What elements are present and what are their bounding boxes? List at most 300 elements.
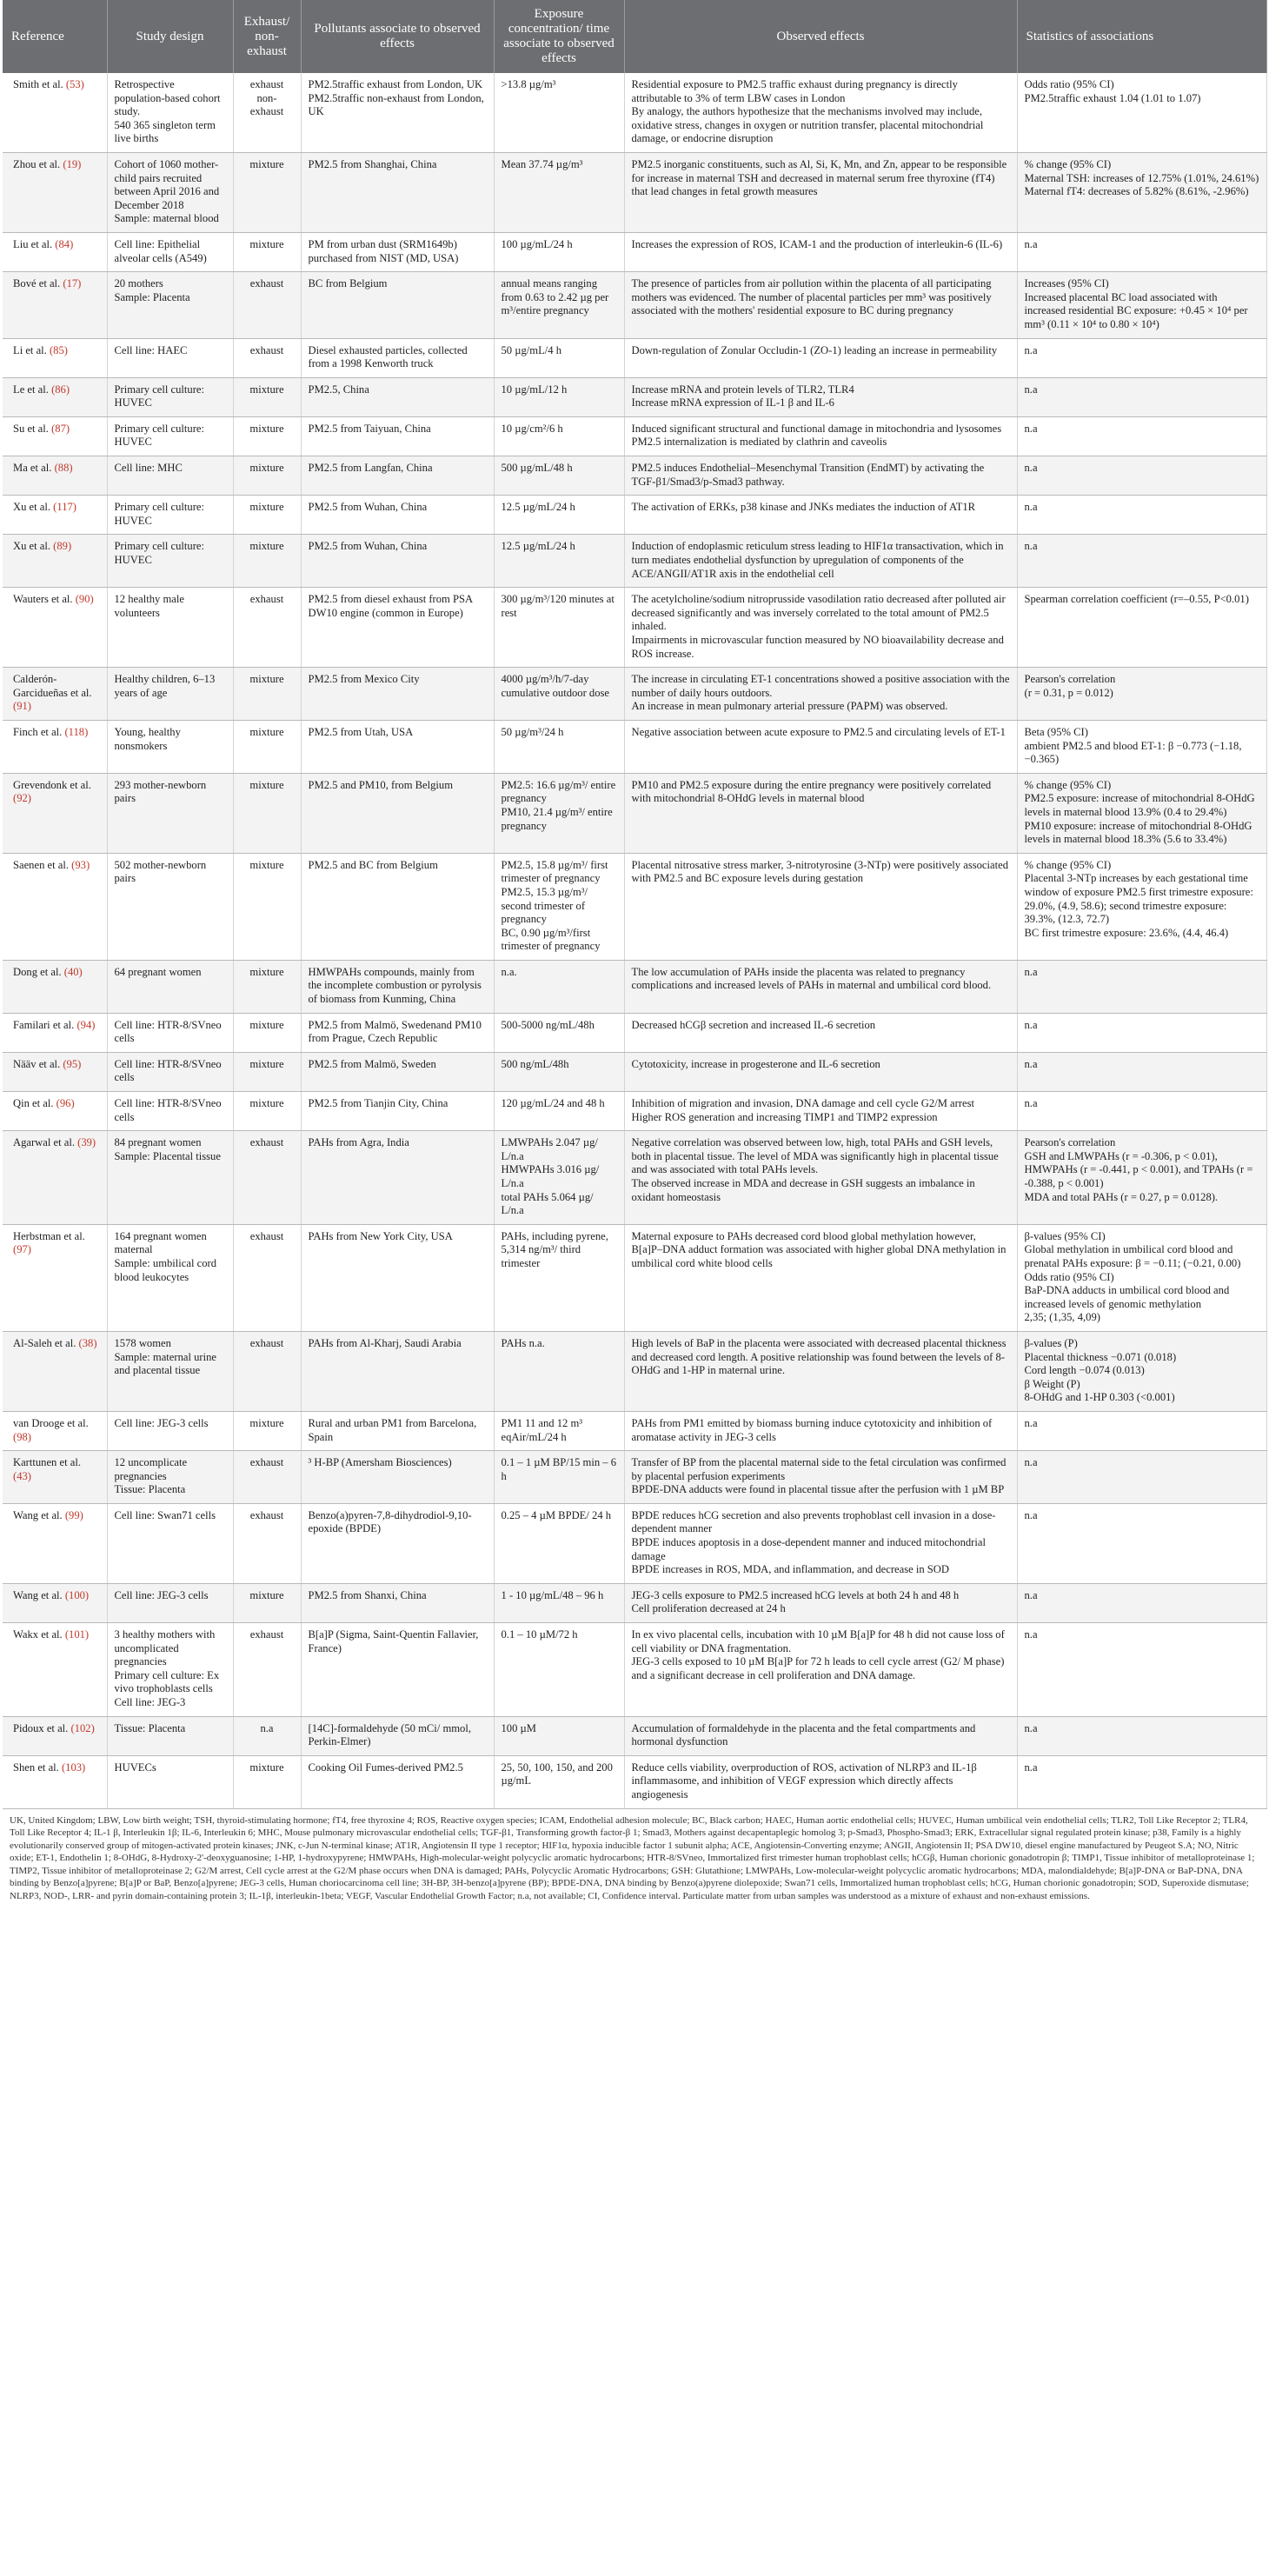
cell-reference (3, 152, 107, 232)
exhaust-type: mixture (249, 1416, 284, 1429)
reference-link[interactable]: (89) (53, 540, 72, 553)
cell-pollutants-line: Cooking Oil Fumes-derived PM2.5 (308, 1761, 463, 1774)
cell-reference (3, 496, 107, 535)
cell-exposure (494, 232, 624, 271)
cell-study-design (107, 377, 233, 416)
reference-link[interactable]: (95) (63, 1057, 82, 1070)
cell-exhaust (233, 1583, 301, 1622)
header-exposure: Exposure concentration/ time associate to observed effects (494, 0, 624, 73)
cell-study-design-line: Tissue: Placenta (114, 1721, 186, 1734)
cell-study-design (107, 338, 233, 377)
reference-text: Saenen et al. (13, 858, 69, 871)
reference-text: Bové et al. (13, 277, 61, 290)
cell-observed-effects-line: Transfer of BP from the placental maternal side to the fetal circulation was confirmed by placental perfusion experiments (631, 1456, 1007, 1482)
cell-pollutants (301, 496, 494, 535)
cell-exposure-line: 500 ng/mL/48h (501, 1057, 569, 1070)
cell-observed-effects-line: The increase in circulating ET-1 concentrations showed a positive association with the number of daily hours outdoors. (631, 673, 1010, 699)
cell-observed-effects-line: An increase in mean pulmonary arterial pressure (PAPM) was observed. (631, 700, 948, 713)
reference-link[interactable]: (118) (64, 725, 89, 738)
cell-exposure-line: 120 µg/mL/24 and 48 h (501, 1097, 605, 1110)
cell-study-design (107, 1331, 233, 1411)
cell-observed-effects-line: Negative association between acute exposure to PM2.5 and circulating levels of ET-1 (631, 725, 1006, 738)
reference-text: Agarwal et al. (13, 1136, 75, 1149)
cell-statistics-line: n.a (1024, 237, 1038, 250)
cell-exhaust (233, 773, 301, 853)
cell-exposure-line: 12.5 µg/mL/24 h (501, 540, 575, 553)
reference-link[interactable]: (90) (75, 593, 94, 606)
reference-link[interactable]: (87) (51, 422, 70, 435)
cell-statistics-line: n.a (1024, 1456, 1038, 1469)
cell-statistics-line: Spearman correlation coefficient (r=–0.55, P<0.01) (1024, 593, 1249, 606)
cell-pollutants-line: Diesel exhausted particles, collected from a 1998 Kenworth truck (308, 343, 468, 370)
cell-study-design-line: Sample: maternal urine and placental tissue (114, 1350, 217, 1377)
cell-statistics-line: n.a (1024, 1628, 1038, 1641)
table-row (3, 232, 1266, 271)
reference-link[interactable]: (101) (64, 1628, 90, 1641)
cell-observed-effects (624, 1092, 1017, 1131)
reference-text: Herbstman et al. (13, 1229, 85, 1242)
reference-link[interactable]: (99) (64, 1508, 83, 1521)
cell-study-design-line: Primary cell culture: HUVEC (114, 501, 205, 527)
cell-exposure-line: 0.1 – 1 µM BP/15 min – 6 h (501, 1456, 617, 1482)
cell-study-design-line: HUVECs (114, 1761, 156, 1774)
reference-link[interactable]: (88) (54, 462, 73, 475)
cell-study-design-line: Sample: Placenta (114, 290, 190, 303)
cell-exhaust (233, 338, 301, 377)
cell-study-design (107, 1092, 233, 1131)
cell-study-design (107, 232, 233, 271)
cell-exhaust (233, 232, 301, 271)
cell-study-design-line: Sample: maternal blood (114, 212, 219, 225)
cell-observed-effects (624, 1224, 1017, 1331)
cell-statistics (1017, 338, 1266, 377)
table-row (3, 1013, 1266, 1052)
table-row (3, 1503, 1266, 1583)
exhaust-type: exhaust (249, 277, 284, 290)
cell-observed-effects (624, 960, 1017, 1013)
cell-statistics (1017, 773, 1266, 853)
table-row (3, 853, 1266, 960)
cell-statistics-line: n.a (1024, 462, 1038, 475)
cell-pollutants-line: PAHs from Al-Kharj, Saudi Arabia (308, 1336, 462, 1349)
cell-statistics (1017, 1331, 1266, 1411)
cell-study-design (107, 535, 233, 588)
reference-text: Pidoux et al. (13, 1721, 69, 1734)
table-row (3, 960, 1266, 1013)
reference-link[interactable]: (103) (61, 1761, 86, 1774)
cell-statistics-line: n.a (1024, 1057, 1038, 1070)
cell-statistics (1017, 1224, 1266, 1331)
cell-exposure (494, 853, 624, 960)
header-pollutants: Pollutants associate to observed effects (301, 0, 494, 73)
cell-exposure (494, 1716, 624, 1755)
cell-reference (3, 1052, 107, 1091)
cell-observed-effects-line: Placental nitrosative stress marker, 3-nitrotyrosine (3-NTp) were positively associated with PM2.5 and BC exposure levels during gestation (631, 858, 1009, 885)
table-row (3, 1583, 1266, 1622)
cell-study-design-line: Young, healthy nonsmokers (114, 725, 181, 752)
cell-exhaust (233, 1411, 301, 1450)
cell-study-design (107, 1013, 233, 1052)
reference-text: Finch et al. (13, 725, 63, 738)
cell-exposure (494, 1013, 624, 1052)
reference-link[interactable]: (43) (13, 1469, 31, 1482)
cell-observed-effects (624, 496, 1017, 535)
cell-exhaust (233, 1503, 301, 1583)
cell-exposure (494, 1503, 624, 1583)
cell-exposure-line: 12.5 µg/mL/24 h (501, 501, 575, 514)
table-row (3, 720, 1266, 773)
cell-statistics-line: Global methylation in umbilical cord blood and prenatal PAHs exposure: β = −0.11; (−0.21, 0.00) (1024, 1243, 1241, 1269)
cell-statistics (1017, 535, 1266, 588)
cell-statistics (1017, 588, 1266, 668)
cell-exposure (494, 1411, 624, 1450)
reference-link[interactable]: (102) (70, 1721, 95, 1734)
cell-statistics-line: MDA and total PAHs (r = 0.27, p = 0.0128). (1024, 1190, 1219, 1203)
cell-exposure (494, 1092, 624, 1131)
reference-text: Qin et al. (13, 1097, 54, 1110)
table-row (3, 73, 1266, 152)
table-row (3, 456, 1266, 496)
cell-study-design (107, 1052, 233, 1091)
cell-reference (3, 1411, 107, 1450)
cell-study-design-line: Cell line: JEG-3 cells (114, 1588, 209, 1601)
cell-exposure-line: PAHs n.a. (501, 1336, 545, 1349)
cell-statistics (1017, 960, 1266, 1013)
cell-observed-effects-line: Increases the expression of ROS, ICAM-1 and the production of interleukin-6 (IL-6) (631, 237, 1003, 250)
cell-observed-effects-line: Increase mRNA and protein levels of TLR2, TLR4 (631, 383, 854, 396)
cell-statistics-line: n.a (1024, 501, 1038, 514)
cell-reference (3, 1503, 107, 1583)
reference-text: Wang et al. (13, 1508, 63, 1521)
cell-study-design-line: 3 healthy mothers with uncomplicated pregnancies (114, 1628, 216, 1668)
cell-statistics-line: PM10 exposure: increase of mitochondrial 8-OHdG levels in maternal blood 18.3% (5.6 to 33.4%) (1024, 819, 1252, 846)
cell-exposure (494, 496, 624, 535)
reference-link[interactable]: (53) (65, 78, 84, 90)
cell-observed-effects (624, 1503, 1017, 1583)
cell-observed-effects-line: JEG-3 cells exposed to 10 µM B[a]P for 72 h leads to cell cycle arrest (G2/ M phase) and a significant decrease in cell proliferation and DNA damage. (631, 1655, 1005, 1681)
cell-statistics (1017, 416, 1266, 456)
cell-study-design (107, 1131, 233, 1225)
cell-study-design (107, 152, 233, 232)
cell-statistics-line: Maternal TSH: increases of 12.75% (1.01%, 24.61%) (1024, 171, 1259, 184)
cell-statistics-line: ambient PM2.5 and blood ET-1: β −0.773 (−1.18, −0.365) (1024, 739, 1242, 766)
cell-pollutants-line: PM2.5 and BC from Belgium (308, 858, 438, 871)
cell-exposure (494, 1224, 624, 1331)
cell-statistics-line: n.a (1024, 1588, 1038, 1601)
cell-study-design (107, 720, 233, 773)
cell-exhaust (233, 377, 301, 416)
cell-exhaust (233, 1131, 301, 1225)
cell-statistics (1017, 456, 1266, 496)
cell-pollutants (301, 1331, 494, 1411)
cell-exhaust (233, 720, 301, 773)
reference-link[interactable]: (38) (78, 1336, 97, 1349)
reference-link[interactable]: (92) (13, 792, 31, 805)
cell-pollutants (301, 272, 494, 338)
cell-observed-effects (624, 456, 1017, 496)
cell-pollutants (301, 456, 494, 496)
cell-observed-effects-line: Cytotoxicity, increase in progesterone and IL-6 secretion (631, 1057, 880, 1070)
cell-exhaust (233, 272, 301, 338)
cell-exhaust (233, 1092, 301, 1131)
cell-pollutants (301, 1411, 494, 1450)
cell-observed-effects (624, 853, 1017, 960)
cell-exposure (494, 588, 624, 668)
cell-exposure-line: 500 µg/mL/48 h (501, 462, 573, 475)
cell-pollutants-line: PAHs from New York City, USA (308, 1229, 453, 1242)
exhaust-type: exhaust (249, 1456, 284, 1469)
cell-pollutants (301, 1503, 494, 1583)
cell-reference (3, 73, 107, 152)
cell-statistics-line: β Weight (P) (1024, 1377, 1080, 1390)
cell-exposure-line: PM2.5: 16.6 µg/m³/ entire pregnancy (501, 778, 616, 805)
cell-reference (3, 535, 107, 588)
cell-statistics-line: n.a (1024, 1761, 1038, 1774)
cell-study-design-line: Primary cell culture: HUVEC (114, 422, 205, 449)
cell-study-design-line: 502 mother-newborn pairs (114, 858, 207, 885)
cell-statistics-line: BaP-DNA adducts in umbilical cord blood and increased levels of genomic methylation (1024, 1284, 1230, 1310)
reference-text: Nääv et al. (13, 1057, 61, 1070)
table-row (3, 152, 1266, 232)
reference-text: Wakx et al. (13, 1628, 63, 1641)
cell-statistics-line: Placental thickness −0.071 (0.018) (1024, 1350, 1177, 1363)
cell-study-design (107, 773, 233, 853)
cell-statistics-line: 2,35; (1,35, 4,09) (1024, 1311, 1100, 1324)
exhaust-type: mixture (249, 965, 284, 978)
reference-link[interactable]: (117) (53, 501, 76, 514)
reference-link[interactable]: (39) (77, 1136, 96, 1149)
table-footnote: UK, United Kingdom; LBW, Low birth weight; TSH, thyroid-stimulating hormone; fT4, free thyroxine 4; ROS, Reactive oxygen species; ICAM, Endothelial adhesion molecule; BC, Black carbon; HAEC, Human aortic endothelial cells; HUVEC, Human umbilical vein endothelial cells; TLR2, Toll Like Receptor 2; TLR4, Toll Like Receptor 4; IL-1 β, Interleukin 1β; IL-6, Interleukin 6; MHC, Mouse pulmonary microvascular endothelial cells; TGF-β1, Transforming growth factor-β 1; Smad3, Mothers against decapentaplegic homolog 3; p-Smad3, Phospho-Smad3; ERK, Extracellular signal regulated protein kinase; p38, Family is a highly evolutionarily conserved group of mitogen-activated protein kinases; JNK, c-Jun N-terminal kinase; AT1R, Angiotensin II type 1 receptor; HIF1α, hypoxia inducible factor 1 subunit alpha; ACE, Angiotensin-Converting enzyme; ANGII, Angiotensin II; PSA DW10, diesel engine manufactured by Peugeot S.A; NO, Nitric oxide; ET-1, Endothelin 1; 8-OHdG, 8-Hydroxy-2'-deoxyguanosine; 1-HP, 1-hydroxypyrene; HMWPAHs, High-molecular-weight polycyclic aromatic hydrocarbons; HTR-8/SVneo, Immortalized first trimester human trophoblast cells; hCGβ, Human chorionic gonadotropin β; TIMP1, Tissue inhibitor of metalloproteinase 1; TIMP2, Tissue inhibitor of metalloproteinase 2; G2/M arrest, Cell cycle arrest at the G2/M phase occurs when DNA is damaged; PAHs, Polycyclic Aromatic Hydrocarbons; GSH: Glutathione; LMWPAHs, Low-molecular-weight polycyclic aromatic hydrocarbons; MDA, malondialdehyde; B[a]P-DNA or BaP-DNA, DNA binding by Benzo[a]pyrene; B[a]P or BaP, Benzo[a]pyrene; JEG-3 cells, Human choriocarcinoma cell line; 3H-BP, 3H-benzo[a]pyrene (BP); BPDE-DNA, DNA binding by Benzo(a)pyrene diolepoxide; Swan71 cells, Immortalized human trophoblast cells; hCG, Human chorionic gonadotropin; SOD, Superoxide dismutase; NLRP3, NOD-, LRR- and pyrin domain-containing protein 3; IL-1β, interleukin-1beta; VEGF, Vascular Endothelial Growth Factor; n.a, not available; CI, Confidence interval. Particulate matter from urban samples was understood as a mixture of exhaust and non-exhaust emissions. (10, 1814, 1255, 1901)
cell-statistics-line: Pearson's correlation (1024, 1136, 1116, 1149)
cell-observed-effects-line: The observed increase in MDA and decrease in GSH suggests an imbalance in oxidant homeostasis (631, 1177, 975, 1203)
cell-statistics-line: n.a (1024, 1721, 1038, 1734)
cell-statistics (1017, 1583, 1266, 1622)
cell-exposure (494, 73, 624, 152)
cell-observed-effects (624, 1716, 1017, 1755)
cell-pollutants (301, 720, 494, 773)
cell-statistics-line: Odds ratio (95% CI) (1024, 1270, 1114, 1283)
cell-exposure (494, 416, 624, 456)
cell-exposure-line: 0.25 – 4 µM BPDE/ 24 h (501, 1508, 612, 1521)
cell-exposure (494, 773, 624, 853)
cell-observed-effects-line: The low accumulation of PAHs inside the placenta was related to pregnancy complications and increased levels of PAHs in maternal and umbilical cord blood. (631, 965, 992, 992)
cell-exhaust (233, 1331, 301, 1411)
cell-pollutants-line: PM2.5 from Langfan, China (308, 462, 433, 475)
cell-statistics (1017, 1451, 1266, 1504)
cell-study-design (107, 853, 233, 960)
reference-text: Dong et al. (13, 965, 62, 978)
cell-study-design-line: Sample: umbilical cord blood leukocytes (114, 1256, 217, 1283)
reference-link[interactable]: (97) (13, 1243, 31, 1256)
cell-statistics-line: n.a (1024, 422, 1038, 435)
cell-observed-effects (624, 588, 1017, 668)
reference-link[interactable]: (40) (63, 965, 83, 978)
cell-observed-effects (624, 272, 1017, 338)
cell-observed-effects-line: The activation of ERKs, p38 kinase and JNKs mediates the induction of AT1R (631, 501, 976, 514)
exhaust-type: exhaust non-exhaust (249, 78, 284, 118)
reference-text: Liu et al. (13, 237, 53, 250)
cell-pollutants-line: PAHs from Agra, India (308, 1136, 409, 1149)
reference-link[interactable]: (96) (56, 1097, 75, 1110)
cell-pollutants-line: PM2.5 and PM10, from Belgium (308, 778, 454, 791)
cell-observed-effects-line: PAHs from PM1 emitted by biomass burning induce cytotoxicity and inhibition of aromatase activity in JEG-3 cells (631, 1416, 993, 1443)
exhaust-type: mixture (249, 237, 284, 250)
reference-link[interactable]: (86) (51, 383, 70, 396)
cell-exposure (494, 1623, 624, 1717)
cell-statistics-line: n.a (1024, 1416, 1038, 1429)
reference-text: Su et al. (13, 422, 49, 435)
cell-pollutants (301, 377, 494, 416)
cell-observed-effects-line: Increase mRNA expression of IL-1 β and IL-6 (631, 396, 834, 409)
cell-observed-effects-line: Maternal exposure to PAHs decreased cord blood global methylation however, B[a]P–DNA adduct formation was associated with higher global DNA methylation in umbilical cord white blood cells (631, 1229, 1007, 1269)
cell-study-design-line: 12 uncomplicate pregnancies (114, 1456, 188, 1482)
reference-link[interactable]: (91) (13, 700, 31, 713)
cell-pollutants-line: PM2.5 from diesel exhaust from PSA DW10 engine (common in Europe) (308, 593, 473, 619)
exhaust-type: mixture (249, 858, 284, 871)
cell-observed-effects (624, 416, 1017, 456)
cell-observed-effects-line: PM10 and PM2.5 exposure during the entire pregnancy were positively correlated with mitochondrial 8-OHdG levels in maternal blood (631, 778, 992, 805)
cell-statistics (1017, 73, 1266, 152)
cell-statistics-line: n.a (1024, 1097, 1038, 1110)
cell-statistics-line: β-values (P) (1024, 1336, 1078, 1349)
cell-study-design-line: Cell line: Epithelial alveolar cells (A549) (114, 237, 207, 264)
cell-observed-effects-line: Inhibition of migration and invasion, DNA damage and cell cycle G2/M arrest (631, 1097, 975, 1110)
cell-observed-effects (624, 1052, 1017, 1091)
reference-text: Wauters et al. (13, 593, 73, 606)
cell-pollutants-line: PM2.5, China (308, 383, 369, 396)
exhaust-type: exhaust (249, 1136, 284, 1149)
cell-pollutants (301, 773, 494, 853)
cell-observed-effects-line: Induction of endoplasmic reticulum stress leading to HIF1α transactivation, which in turn mediates endothelial dysfunction by upregulation of components of the ACE/ANGII/AT1R axis in the endothelial cell (631, 540, 1004, 580)
cell-statistics (1017, 1052, 1266, 1091)
header-observed-effects: Observed effects (624, 0, 1017, 73)
exhaust-type: exhaust (249, 1229, 284, 1242)
cell-exposure (494, 338, 624, 377)
cell-pollutants-line: PM2.5 from Mexico City (308, 673, 420, 686)
cell-pollutants-line: PM2.5 from Tianjin City, China (308, 1097, 448, 1110)
cell-pollutants-line: B[a]P (Sigma, Saint-Quentin Fallavier, France) (308, 1628, 479, 1654)
cell-exhaust (233, 1716, 301, 1755)
cell-study-design-line: 12 healthy male volunteers (114, 593, 184, 619)
reference-text: Xu et al. (13, 540, 51, 553)
cell-study-design (107, 588, 233, 668)
cell-observed-effects-line: Higher ROS generation and increasing TIMP1 and TIMP2 expression (631, 1110, 938, 1123)
cell-study-design (107, 456, 233, 496)
cell-study-design (107, 1623, 233, 1717)
cell-study-design-line: Cell line: HTR-8/SVneo cells (114, 1097, 222, 1123)
cell-study-design (107, 668, 233, 721)
cell-exposure (494, 1131, 624, 1225)
cell-study-design-line: Retrospective population-based cohort study. (114, 78, 221, 118)
cell-reference (3, 1451, 107, 1504)
cell-statistics-line: (r = 0.31, p = 0.012) (1024, 686, 1113, 699)
cell-observed-effects (624, 1451, 1017, 1504)
cell-pollutants-line: PM2.5traffic exhaust from London, UK (308, 78, 483, 90)
cell-statistics (1017, 1013, 1266, 1052)
cell-exhaust (233, 853, 301, 960)
cell-study-design (107, 1716, 233, 1755)
cell-exhaust (233, 1224, 301, 1331)
exhaust-type: mixture (249, 778, 284, 791)
cell-pollutants-line: PM2.5 from Shanxi, China (308, 1588, 427, 1601)
reference-link[interactable]: (98) (13, 1430, 31, 1443)
cell-statistics-line: Beta (95% CI) (1024, 725, 1088, 738)
cell-pollutants-line: PM2.5traffic non-exhaust from London, UK (308, 91, 484, 118)
reference-link[interactable]: (93) (71, 858, 90, 871)
cell-exposure-line: 10 µg/mL/12 h (501, 383, 568, 396)
table-row (3, 1755, 1266, 1808)
cell-observed-effects-line: Impairments in microvascular function measured by NO bioavailability decrease and ROS increase. (631, 634, 1004, 660)
cell-exposure-line: 100 µg/mL/24 h (501, 237, 573, 250)
table-row (3, 1451, 1266, 1504)
cell-study-design-line: 20 mothers (114, 277, 163, 290)
cell-study-design-line: Cell line: JEG-3 (114, 1696, 186, 1708)
cell-statistics (1017, 668, 1266, 721)
cell-observed-effects-line: Residential exposure to PM2.5 traffic exhaust during pregnancy is directly attributable to 3% of term LBW cases in London (631, 78, 958, 104)
cell-pollutants-line: Benzo(a)pyren-7,8-dihydrodiol-9,10-epoxide (BPDE) (308, 1508, 472, 1535)
cell-exposure (494, 668, 624, 721)
cell-reference (3, 1331, 107, 1411)
cell-exhaust (233, 416, 301, 456)
exhaust-type: mixture (249, 422, 284, 435)
exhaust-type: exhaust (249, 593, 284, 606)
exhaust-type: mixture (249, 501, 284, 514)
cell-statistics-line: % change (95% CI) (1024, 157, 1112, 170)
reference-link[interactable]: (17) (63, 277, 82, 290)
cell-exposure-line: 500-5000 ng/mL/48h (501, 1018, 595, 1031)
table-row (3, 377, 1266, 416)
cell-reference (3, 1716, 107, 1755)
cell-observed-effects (624, 668, 1017, 721)
cell-exposure-line: 300 µg/m³/120 minutes at rest (501, 593, 615, 619)
cell-exposure (494, 1583, 624, 1622)
cell-study-design-line: Sample: Placental tissue (114, 1149, 221, 1162)
cell-statistics-line: n.a (1024, 1018, 1038, 1031)
cell-pollutants-line: PM2.5 from Wuhan, China (308, 540, 428, 553)
cell-study-design (107, 1583, 233, 1622)
reference-text: Grevendonk et al. (13, 778, 91, 791)
cell-reference (3, 416, 107, 456)
cell-pollutants (301, 853, 494, 960)
reference-link[interactable]: (85) (49, 343, 68, 356)
cell-exposure (494, 1755, 624, 1808)
cell-statistics-line: Increases (95% CI) (1024, 277, 1109, 290)
cell-exposure-line: 4000 µg/m³/h/7-day cumulative outdoor dose (501, 673, 610, 699)
cell-pollutants (301, 1092, 494, 1131)
cell-statistics (1017, 1503, 1266, 1583)
cell-pollutants-line: PM2.5 from Malmö, Swedenand PM10 from Prague, Czech Republic (308, 1018, 482, 1045)
cell-statistics-line: n.a (1024, 540, 1038, 553)
table-body (3, 73, 1266, 1808)
exhaust-type: exhaust (249, 1508, 284, 1521)
exhaust-type: exhaust (249, 1628, 284, 1641)
cell-exposure-line: PM1 11 and 12 m³ eqAir/mL/24 h (501, 1416, 583, 1443)
cell-exposure-line: n.a. (501, 965, 517, 978)
cell-exposure-line: 10 µg/cm²/6 h (501, 422, 563, 435)
cell-observed-effects-line: BPDE reduces hCG secretion and also prevents trophoblast cell invasion in a dose-dependent manner (631, 1508, 996, 1535)
reference-link[interactable]: (94) (76, 1018, 96, 1031)
cell-reference (3, 272, 107, 338)
reference-link[interactable]: (84) (55, 237, 74, 250)
cell-statistics-line: Pearson's correlation (1024, 673, 1116, 686)
reference-link[interactable]: (100) (64, 1588, 90, 1601)
reference-text: Li et al. (13, 343, 47, 356)
reference-link[interactable]: (19) (63, 157, 82, 170)
cell-exposure-line: >13.8 µg/m³ (501, 78, 556, 90)
cell-statistics (1017, 1092, 1266, 1131)
cell-statistics (1017, 232, 1266, 271)
cell-pollutants (301, 535, 494, 588)
